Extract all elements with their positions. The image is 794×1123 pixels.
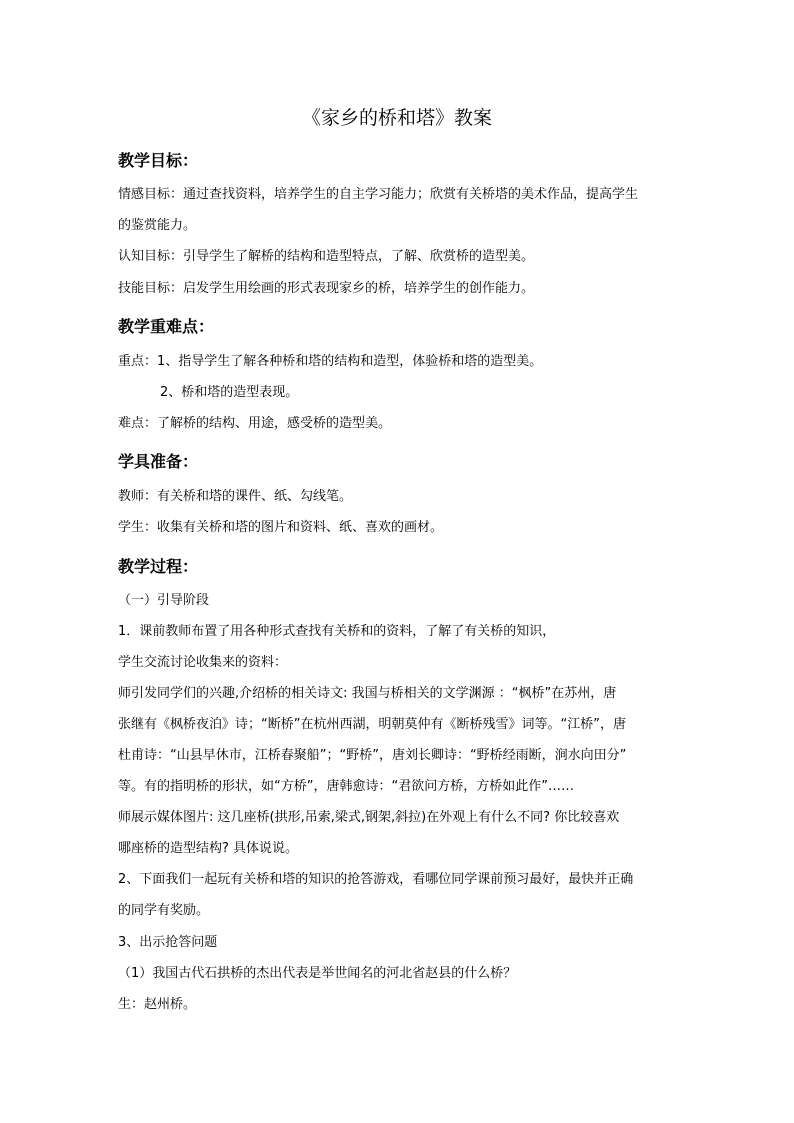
process-line: 2、下面我们一起玩有关桥和塔的知识的抢答游戏，看哪位同学课前预习最好，最快并正确 [118, 872, 634, 887]
materials-line: 学生：收集有关桥和塔的图片和资料、纸、喜欢的画材。 [118, 520, 444, 535]
process-line: 张继有《枫桥夜泊》诗；“断桥”在杭州西湖，明朝莫仲有《断桥残雪》词等。“江桥”，唐 [118, 717, 626, 732]
process-line: （一）引导阶段 [118, 593, 210, 608]
goals-line: 的鉴赏能力。 [118, 218, 197, 233]
process-line: 师引发同学们的兴趣,介绍桥的相关诗文: 我国与桥相关的文学渊源 ：“枫桥”在苏州，唐 [118, 686, 617, 701]
process-heading: 教学过程： [118, 557, 199, 576]
keypoints-heading: 教学重难点： [118, 317, 215, 336]
materials-heading: 学具准备： [118, 452, 199, 471]
goals-heading: 教学目标： [118, 151, 199, 170]
goals-line: 认知目标：引导学生了解桥的结构和造型特点，了解、欣赏桥的造型美。 [118, 249, 535, 264]
process-line: （1）我国古代石拱桥的杰出代表是举世闻名的河北省赵县的什么桥？ [118, 966, 517, 981]
process-line: 的同学有奖励。 [118, 903, 210, 918]
process-line: 3、出示抢答问题 [118, 935, 218, 950]
process-line: 师展示媒体图片: 这几座桥(拱形,吊索,梁式,钢架,斜拉)在外观上有什么不同? 你比较喜欢 [118, 810, 620, 825]
process-line: 学生交流讨论收集来的资料： [118, 655, 288, 670]
goals-line: 情感目标：通过查找资料，培养学生的自主学习能力；欣赏有关桥塔的美术作品，提高学生 [118, 187, 639, 202]
document-title: 《家乡的桥和塔》教案 [301, 107, 492, 129]
process-line: 杜甫诗：“山县早休市，江桥春聚船”；“野桥”，唐刘长卿诗：“野桥经雨断，涧水向田分” [118, 748, 627, 763]
process-line: 生：赵州桥。 [118, 997, 197, 1012]
process-line: 等。有的指明桥的形状，如“方桥”，唐韩愈诗：“君欲问方桥，方桥如此作”…… [118, 779, 574, 794]
process-line: 哪座桥的造型结构? 具体说说。 [118, 841, 299, 856]
goals-line: 技能目标：启发学生用绘画的形式表现家乡的桥，培养学生的创作能力。 [118, 281, 535, 296]
keypoints-line: 重点：1、指导学生了解各种桥和塔的结构和造型，体验桥和塔的造型美。 [118, 354, 543, 369]
keypoints-line: 2、桥和塔的造型表现。 [160, 385, 299, 400]
process-line: 1．课前教师布置了用各种形式查找有关桥和的资料，了解了有关桥的知识， [118, 624, 556, 639]
materials-line: 教师：有关桥和塔的课件、纸、勾线笔。 [118, 489, 353, 504]
keypoints-line: 难点：了解桥的结构、用途，感受桥的造型美。 [118, 416, 392, 431]
